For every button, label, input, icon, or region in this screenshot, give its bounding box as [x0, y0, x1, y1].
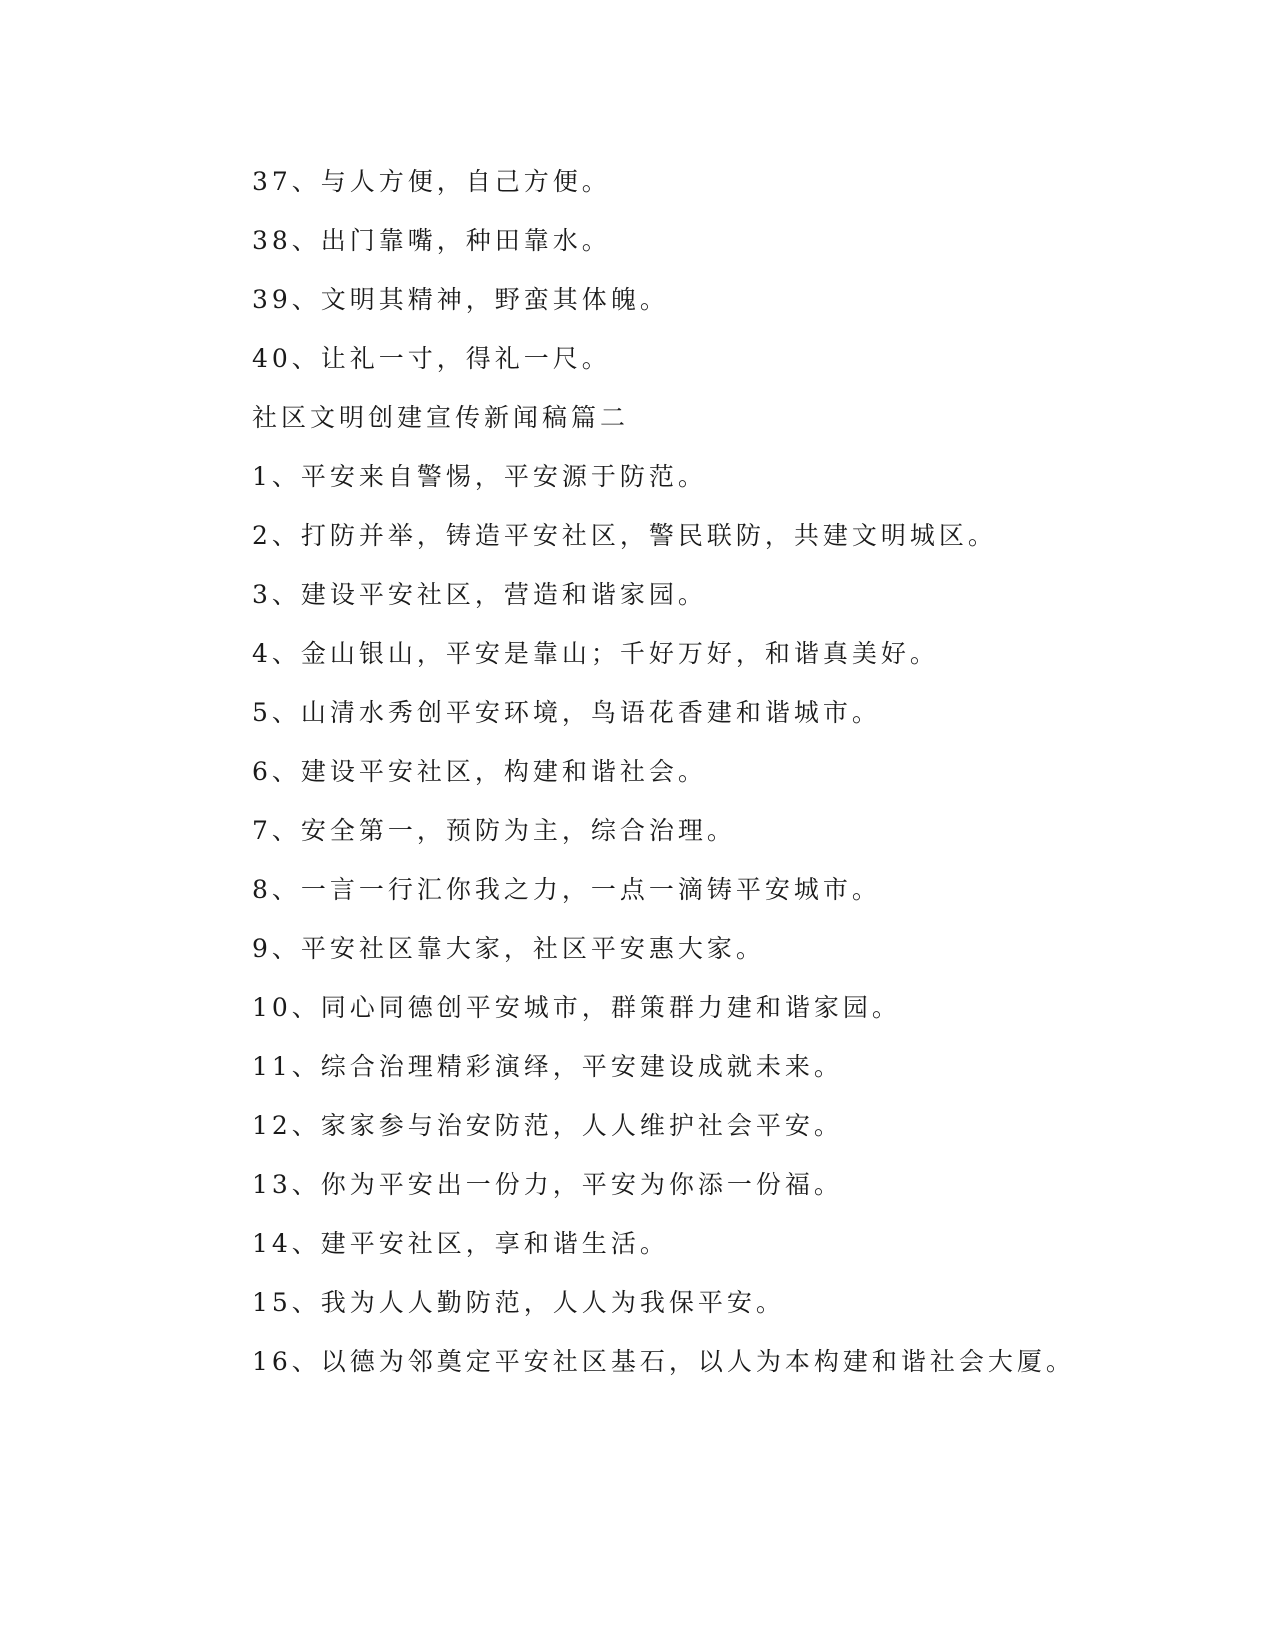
list-item: 6、建设平安社区，构建和谐社会。 — [252, 757, 707, 786]
list-item: 15、我为人人勤防范，人人为我保平安。 — [252, 1288, 785, 1317]
list-item: 3、建设平安社区，营造和谐家园。 — [252, 580, 707, 609]
list-item: 16、以德为邻奠定平安社区基石，以人为本构建和谐社会大厦。 — [252, 1347, 1075, 1376]
list-item: 10、同心同德创平安城市，群策群力建和谐家园。 — [252, 993, 901, 1022]
list-item: 2、打防并举，铸造平安社区，警民联防，共建文明城区。 — [252, 521, 997, 550]
list-item: 12、家家参与治安防范，人人维护社会平安。 — [252, 1111, 843, 1140]
list-item: 7、安全第一，预防为主，综合治理。 — [252, 816, 736, 845]
list-item: 39、文明其精神，野蛮其体魄。 — [252, 285, 669, 314]
list-item: 40、让礼一寸，得礼一尺。 — [252, 344, 611, 373]
document-body — [252, 160, 1212, 1399]
list-item: 11、综合治理精彩演绎，平安建设成就未来。 — [252, 1052, 843, 1081]
list-item: 14、建平安社区，享和谐生活。 — [252, 1229, 669, 1258]
list-item: 1、平安来自警惕，平安源于防范。 — [252, 462, 707, 491]
list-item: 38、出门靠嘴，种田靠水。 — [252, 226, 611, 255]
list-item: 4、金山银山，平安是靠山；千好万好，和谐真美好。 — [252, 639, 939, 668]
list-item: 37、与人方便，自己方便。 — [252, 167, 611, 196]
section-title: 社区文明创建宣传新闻稿篇二 — [252, 403, 630, 432]
list-item: 8、一言一行汇你我之力，一点一滴铸平安城市。 — [252, 875, 881, 904]
list-item: 9、平安社区靠大家，社区平安惠大家。 — [252, 934, 765, 963]
list-item: 5、山清水秀创平安环境，鸟语花香建和谐城市。 — [252, 698, 881, 727]
list-item: 13、你为平安出一份力，平安为你添一份福。 — [252, 1170, 843, 1199]
